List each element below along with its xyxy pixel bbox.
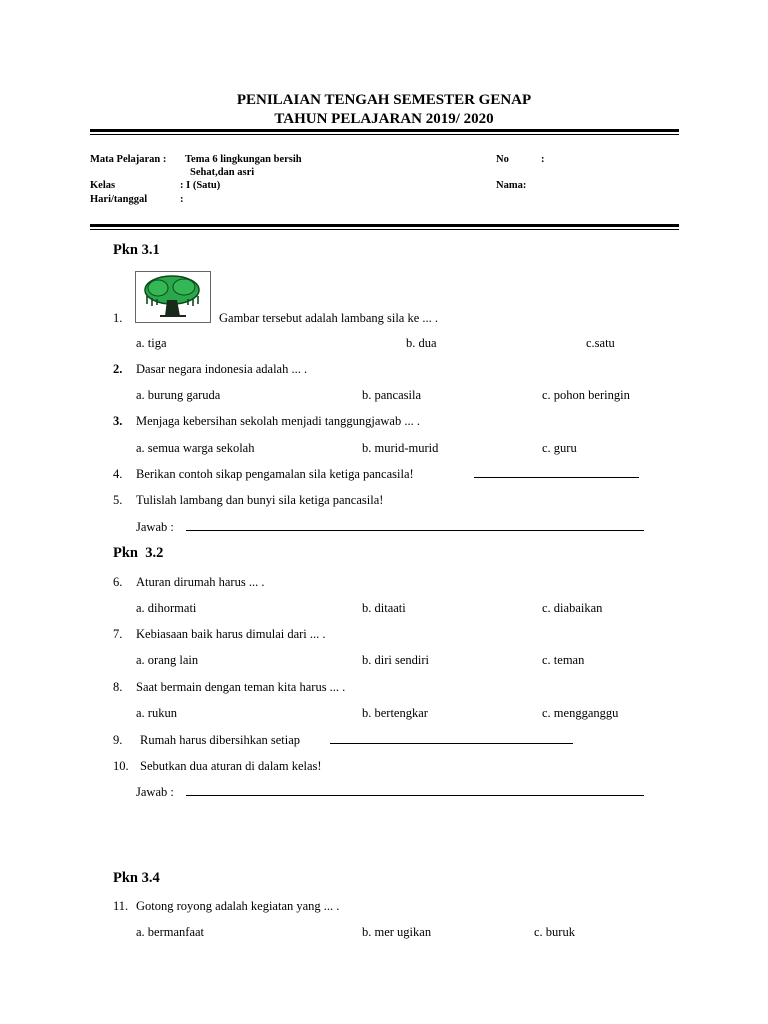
no-label: No: [496, 154, 509, 165]
exam-subtitle: TAHUN PELAJARAN 2019/ 2020: [274, 111, 494, 127]
q5-text: Tulislah lambang dan bunyi sila ketiga pancasila!: [136, 493, 384, 507]
q5-answer-blank[interactable]: [186, 520, 644, 535]
hari-value: :: [180, 194, 184, 205]
question-image: [135, 271, 211, 323]
q2-option-c: c. pohon beringin: [542, 388, 630, 402]
kelas-value: : I (Satu): [180, 180, 221, 191]
q6-option-b: b. ditaati: [362, 601, 406, 615]
q4-answer-blank[interactable]: [474, 467, 639, 482]
header-rule-thick: [90, 129, 679, 132]
q1-option-c: c.satu: [586, 336, 615, 350]
section-pkn-3-2: Pkn 3.2: [113, 545, 164, 561]
section-pkn-3-4: Pkn 3.4: [113, 870, 160, 886]
q8-number: 8.: [113, 680, 123, 694]
nama-label: Nama:: [496, 180, 527, 191]
q6-option-a: a. dihormati: [136, 601, 197, 615]
mapel-label: Mata Pelajaran :: [90, 154, 167, 165]
q3-option-b: b. murid-murid: [362, 441, 439, 455]
q3-number: 3.: [113, 414, 123, 428]
q11-option-a: a. bermanfaat: [136, 925, 205, 939]
q5-number: 5.: [113, 493, 123, 507]
q6-text: Aturan dirumah harus ... .: [136, 575, 265, 589]
q3-option-c: c. guru: [542, 441, 577, 455]
no-value: :: [541, 154, 545, 165]
banyan-tree-icon: [136, 272, 209, 321]
q2-number: 2.: [113, 362, 123, 376]
q11-option-b: b. mer ugikan: [362, 925, 432, 939]
kelas-label: Kelas: [90, 180, 116, 191]
q8-text: Saat bermain dengan teman kita harus ... .: [136, 680, 346, 694]
section-pkn-3-1: Pkn 3.1: [113, 242, 160, 258]
q11-option-c: c. buruk: [534, 925, 575, 939]
hari-label: Hari/tanggal: [90, 194, 148, 205]
q10-answer-label: Jawab :: [136, 785, 174, 799]
q10-number: 10.: [113, 759, 129, 773]
q7-option-b: b. diri sendiri: [362, 653, 430, 667]
q9-answer-blank[interactable]: [330, 733, 573, 748]
q4-number: 4.: [113, 467, 123, 481]
info-rule-thin: [90, 229, 679, 230]
q2-text: Dasar negara indonesia adalah ... .: [136, 362, 308, 376]
info-rule-thick: [90, 224, 679, 227]
q7-option-c: c. teman: [542, 653, 585, 667]
q10-answer-blank[interactable]: [186, 785, 644, 800]
q8-option-b: b. bertengkar: [362, 706, 428, 720]
q3-text: Menjaga kebersihan sekolah menjadi tanggungjawab ... .: [136, 414, 420, 428]
exam-title: PENILAIAN TENGAH SEMESTER GENAP: [236, 92, 532, 108]
q7-text: Kebiasaan baik harus dimulai dari ... .: [136, 627, 326, 641]
q9-number: 9.: [113, 733, 123, 747]
header-rule-thin: [90, 134, 679, 135]
q7-option-a: a. orang lain: [136, 653, 199, 667]
q1-text: Gambar tersebut adalah lambang sila ke ... .: [219, 311, 439, 325]
mapel-value: Tema 6 lingkungan bersih: [185, 154, 302, 165]
q1-option-a: a. tiga: [136, 336, 167, 350]
q2-option-a: a. burung garuda: [136, 388, 221, 402]
q6-number: 6.: [113, 575, 123, 589]
q5-answer-label: Jawab :: [136, 520, 174, 534]
q3-option-a: a. semua warga sekolah: [136, 441, 255, 455]
q11-text: Gotong royong adalah kegiatan yang ... .: [136, 899, 340, 913]
q6-option-c: c. diabaikan: [542, 601, 603, 615]
q1-number: 1.: [113, 311, 123, 325]
q2-option-b: b. pancasila: [362, 388, 422, 402]
q7-number: 7.: [113, 627, 123, 641]
q8-option-a: a. rukun: [136, 706, 177, 720]
q1-option-b: b. dua: [406, 336, 437, 350]
q9-text: Rumah harus dibersihkan setiap: [140, 733, 301, 747]
mapel-value-2: Sehat,dan asri: [190, 167, 255, 178]
q11-number: 11.: [113, 899, 129, 913]
q10-text: Sebutkan dua aturan di dalam kelas!: [140, 759, 322, 773]
q8-option-c: c. mengganggu: [542, 706, 619, 720]
q4-text: Berikan contoh sikap pengamalan sila ketiga pancasila!: [136, 467, 414, 481]
